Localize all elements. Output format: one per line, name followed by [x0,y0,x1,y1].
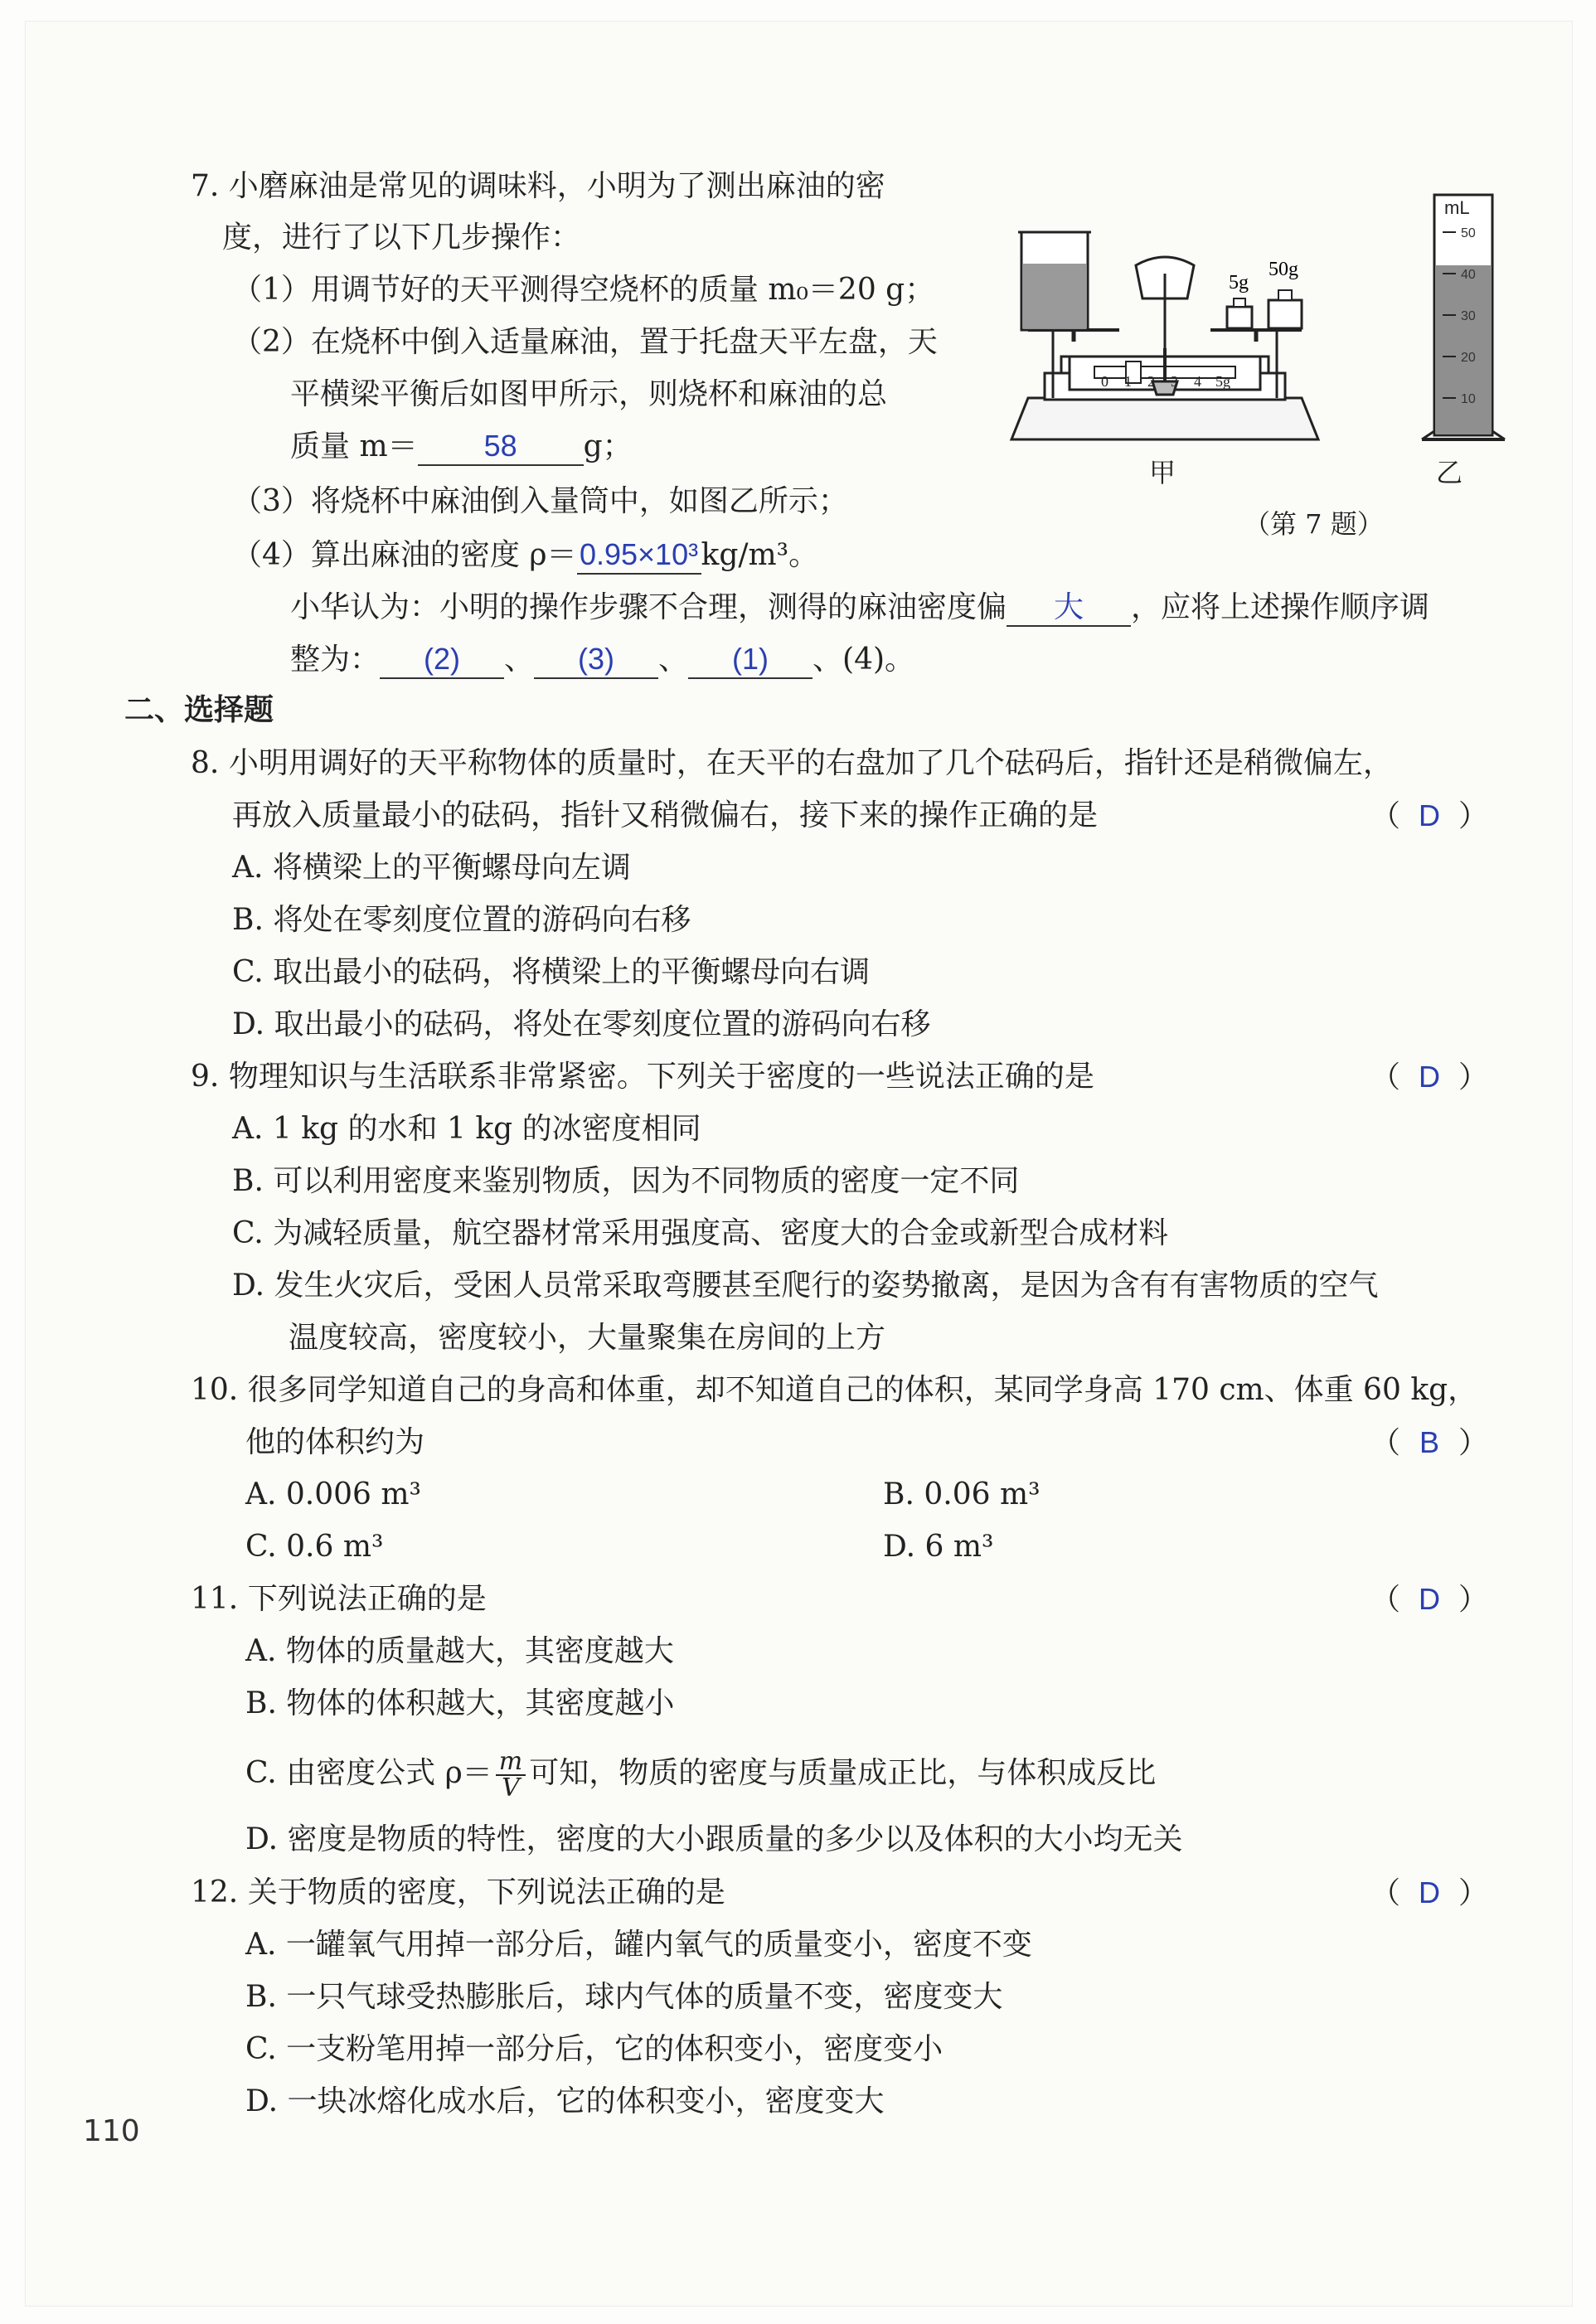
q11-answer-bracket [1370,1579,1488,1621]
scale-tick-label: 0 [1101,373,1108,390]
paren-open: （ [1370,1060,1400,1094]
q8-stem-text: 小明用调好的天平称物体的质量时，在天平的右盘加了几个砝码后，指针还是稍微偏左， [228,746,1393,780]
q8-answer[interactable]: D [1418,798,1440,832]
q7-step2-line2: 平横梁平衡后如图甲所示，则烧杯和麻油的总 [290,377,888,411]
q10-answer-bracket [1370,1422,1488,1464]
q7-order-pre: 整为： [290,643,381,677]
cylinder-unit-label: mL [1444,197,1470,218]
q9-option-b[interactable]: B. 可以利用密度来鉴别物质，因为不同物质的密度一定不同 [232,1164,1020,1198]
q11-option-a[interactable]: A. 物体的质量越大，其密度越大 [245,1634,674,1668]
weight-5g-label: 5g [1229,272,1249,294]
q7-density-answer[interactable]: 0.95×10³ [577,536,701,575]
q7-order-answer-1[interactable]: (2) [380,641,504,679]
q12-option-c[interactable]: C. 一支粉笔用掉一部分后，它的体积变小，密度变小 [245,2032,944,2066]
q8-option-b[interactable]: B. 将处在零刻度位置的游码向右移 [232,903,691,937]
q7-order-answer-3[interactable]: (1) [688,641,813,679]
paren-close: ） [1458,1876,1488,1910]
q7-stem-line1: 7. 小磨麻油是常见的调味料，小明为了测出麻油的密 [191,169,885,203]
q9-answer[interactable]: D [1418,1060,1440,1094]
paren-close: ） [1458,1060,1488,1094]
paren-open: （ [1370,1426,1400,1460]
q8-stem-line2: 再放入质量最小的砝码，指针又稍微偏右，接下来的操作正确的是 [232,798,1099,832]
q9-answer-bracket [1370,1056,1488,1099]
q10-answer[interactable]: B [1419,1425,1439,1459]
q10-option-c[interactable]: C. 0.6 m³ [245,1530,384,1564]
q8-answer-bracket [1370,795,1488,837]
q7-step1: （1）用调节好的天平测得空烧杯的质量 m₀＝20 g； [232,273,935,307]
formula-denominator: V [502,1773,520,1802]
figure-jia-label: 甲 [1149,457,1176,488]
page-number: 110 [83,2114,140,2148]
q11-stem-text: 下列说法正确的是 [247,1582,487,1616]
q12-answer[interactable]: D [1418,1875,1440,1909]
q7-comment-post: ，应将上述操作顺序调 [1131,590,1430,624]
q8-option-a[interactable]: A. 将横梁上的平衡螺母向左调 [232,851,631,885]
scale-tick-label: 3 [1171,373,1178,390]
q12-option-a[interactable]: A. 一罐氧气用掉一部分后，罐内氧气的质量变小，密度不变 [245,1928,1032,1962]
q7-step2-line3 [290,426,633,468]
paren-open: （ [1370,799,1400,833]
q9-option-c[interactable]: C. 为减轻质量，航空器材常采用强度高、密度大的合金或新型合成材料 [232,1216,1169,1250]
q11-option-d[interactable]: D. 密度是物质的特性，密度的大小跟质量的多少以及体积的大小均无关 [245,1822,1183,1856]
q9-option-d[interactable]: D. 发生火灾后，受困人员常采取弯腰甚至爬行的姿势撤离，是因为含有有害物质的空气 [232,1269,1379,1303]
q10-option-a[interactable]: A. 0.006 m³ [245,1477,421,1511]
q9-option-d-cont: 温度较高，密度较小，大量聚集在房间的上方 [289,1321,886,1355]
scale-tick-label: 1 [1124,373,1132,390]
q10-stem-text: 很多同学知道自己的身高和体重，却不知道自己的体积，某同学身高 170 cm、体重 60 kg， [247,1373,1478,1407]
paren-close: ） [1458,1426,1488,1460]
q11-option-c[interactable] [245,1749,1156,1801]
q7-comment [290,587,1429,628]
q10-option-b[interactable]: B. 0.06 m³ [883,1477,1041,1511]
formula-numerator: m [496,1749,526,1776]
q11-option-c-pre: C. 由密度公式 ρ＝ [245,1756,492,1790]
figure-caption: （第 7 题） [1244,508,1384,540]
q9-stem [191,1056,1094,1098]
q11-option-b[interactable]: B. 物体的体积越大，其密度越小 [245,1686,675,1720]
q7-order [290,639,914,681]
q10-stem-line2: 他的体积约为 [245,1425,425,1459]
q10-stem-line1 [191,1370,1477,1411]
scale-tick-label: 2 [1147,373,1155,390]
q7-step2-line1: （2）在烧杯中倒入适量麻油，置于托盘天平左盘，天 [232,325,938,359]
q12-stem-text: 关于物质的密度，下列说法正确的是 [247,1875,725,1909]
density-formula [496,1749,526,1801]
q7-order-sep-2: 、 [658,643,689,677]
cylinder-tick-label: 30 [1461,309,1476,323]
weight-50g-label: 50g [1269,259,1298,280]
q7-step3: （3）将烧杯中麻油倒入量筒中，如图乙所示； [232,484,848,518]
q11-answer[interactable]: D [1418,1582,1440,1616]
q8-option-c[interactable]: C. 取出最小的砝码，将横梁上的平衡螺母向右调 [232,955,871,989]
q7-bias-answer[interactable]: 大 [1007,589,1131,627]
paren-close: ） [1458,799,1488,833]
q7-density-label: （4）算出麻油的密度 ρ＝ [232,538,577,572]
q9-stem-text: 物理知识与生活联系非常紧密。下列关于密度的一些说法正确的是 [228,1060,1094,1094]
q7-order-post: 、(4)。 [813,643,915,677]
q9-option-a[interactable]: A. 1 kg 的水和 1 kg 的冰密度相同 [232,1112,701,1146]
q9-number: 9. [191,1060,220,1094]
scale-tick-label: 4 [1194,373,1201,390]
cylinder-tick-label: 20 [1461,351,1476,365]
cylinder-tick-label: 50 [1461,226,1476,240]
q12-answer-bracket [1370,1872,1488,1914]
cylinder-tick-label: 40 [1461,268,1476,282]
figure-yi-label: 乙 [1436,457,1463,488]
paren-open: （ [1370,1876,1400,1910]
q7-mass-label: 质量 m＝ [290,429,418,463]
q7-order-sep-1: 、 [504,643,535,677]
q12-option-d[interactable]: D. 一块冰熔化成水后，它的体积变小，密度变大 [245,2084,885,2118]
q7-mass-unit: g； [583,429,633,463]
q10-option-d[interactable]: D. 6 m³ [883,1530,994,1564]
q7-stem-line2: 度，进行了以下几步操作： [222,221,581,255]
q11-number: 11. [191,1582,239,1616]
q10-number: 10. [191,1373,239,1407]
q8-option-d[interactable]: D. 取出最小的砝码，将处在零刻度位置的游码向右移 [232,1007,931,1041]
section-title: 二、选择题 [124,693,274,727]
q12-stem [191,1872,725,1914]
cylinder-tick-label: 10 [1461,392,1476,406]
q8-number: 8. [191,746,220,780]
paren-close: ） [1458,1583,1488,1617]
q11-stem [191,1579,487,1620]
q7-step4 [232,535,818,576]
q7-density-unit: kg/m³。 [701,538,819,572]
q7-mass-answer[interactable]: 58 [418,428,584,466]
q12-number: 12. [191,1875,239,1909]
scale-tick-label: 5g [1215,373,1230,390]
q7-comment-pre: 小华认为：小明的操作步骤不合理，测得的麻油密度偏 [290,590,1007,624]
q11-option-c-post: 可知，物质的密度与质量成正比，与体积成反比 [529,1756,1157,1790]
paren-open: （ [1370,1583,1400,1617]
q8-stem-line1 [191,743,1393,784]
q12-option-b[interactable]: B. 一只气球受热膨胀后，球内气体的质量不变，密度变大 [245,1980,1003,2014]
q7-order-answer-2[interactable]: (3) [534,641,658,679]
